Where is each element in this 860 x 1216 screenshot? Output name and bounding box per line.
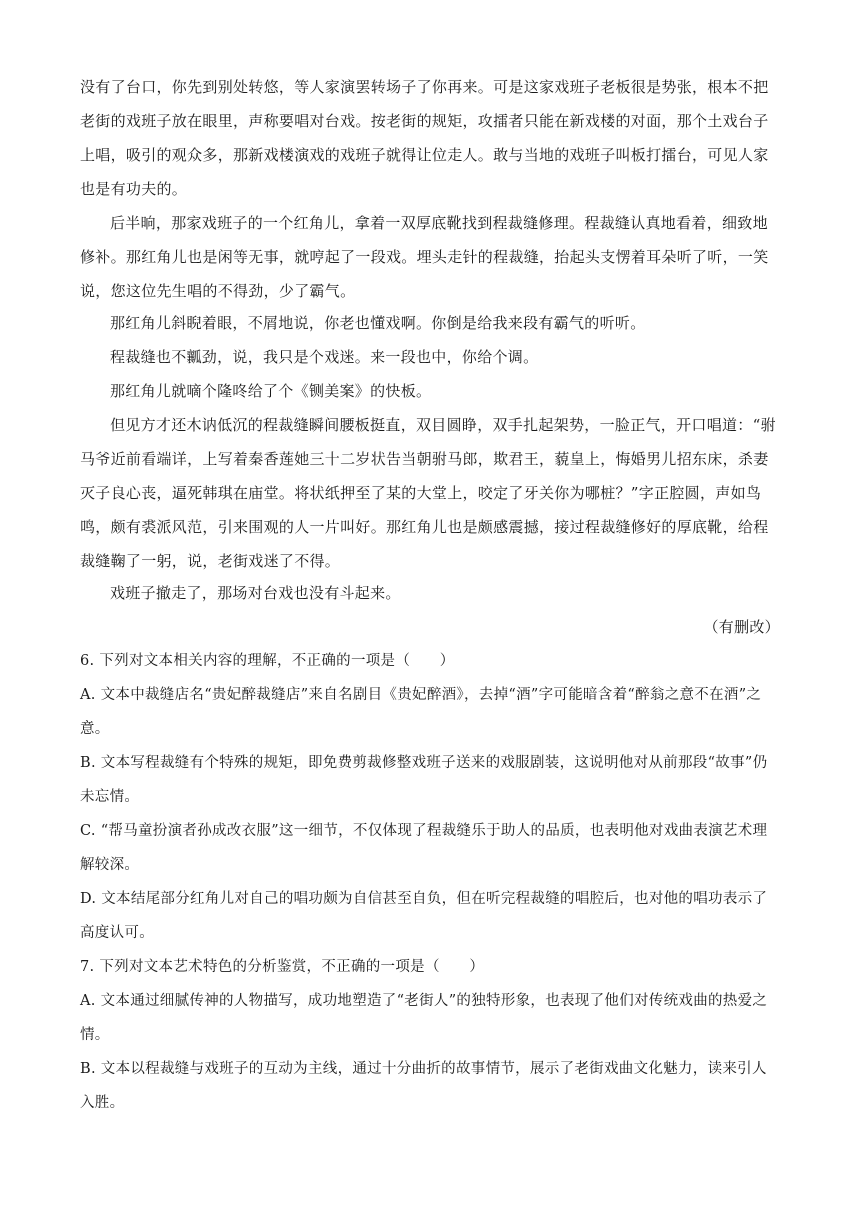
question-7-option-b: B. 文本以程裁缝与戏班子的互动为主线，通过十分曲折的故事情节，展示了老街戏曲文化魅力，读来引人入胜。 xyxy=(80,1061,767,1111)
question-6-option-c: C. “帮马童扮演者孙成改衣服”这一细节，不仅体现了程裁缝乐于助人的品质，也表明他对戏曲表演艺术理解较深。 xyxy=(80,823,768,873)
story-paragraph-3: 那红角儿斜睨着眼，不屑地说，你老也懂戏啊。你倒是给我来段有霸气的听听。 xyxy=(110,314,646,332)
story-paragraph-7: 戏班子撤走了，那场对台戏也没有斗起来。 xyxy=(110,584,401,602)
story-paragraph-2: 后半晌，那家戏班子的一个红角儿，拿着一双厚底靴找到程裁缝修理。程裁缝认真地看着，细致地修补。那红角儿也是闲等无事，就哼起了一段戏。埋头走针的程裁缝，抬起头支愣着耳朵听了听，一笑说，您这位先生唱的不得劲，少了霸气。 xyxy=(80,214,769,300)
question-6-option-a: A. 文本中裁缝店名“贵妃醉裁缝店”来自名剧目《贵妃醉酒》，去掉“酒”字可能暗含着“醉翁之意不在酒”之意。 xyxy=(80,687,762,737)
question-7-option-a: A. 文本通过细腻传神的人物描写，成功地塑造了“老街人”的独特形象，也表现了他们对传统戏曲的热爱之情。 xyxy=(80,993,768,1043)
question-6-option-d: D. 文本结尾部分红角儿对自己的唱功颇为自信甚至自负，但在听完程裁缝的唱腔后，也对他的唱功表示了高度认可。 xyxy=(80,891,768,941)
story-paragraph-5: 那红角儿就嘀个隆咚给了个《铡美案》的快板。 xyxy=(110,382,432,400)
question-7-stem: 7. 下列对文本艺术特色的分析鉴赏，不正确的一项是（ ） xyxy=(80,959,485,975)
question-6-stem: 6. 下列对文本相关内容的理解，不正确的一项是（ ） xyxy=(80,653,455,669)
story-paragraph-4: 程裁缝也不瓤劲，说，我只是个戏迷。来一段也中，你给个调。 xyxy=(110,348,539,366)
question-6-option-b: B. 文本写程裁缝有个特殊的规矩，即免费剪裁修整戏班子送来的戏服剧装，这说明他对从前那段“故事”仍未忘情。 xyxy=(80,755,768,805)
revision-note: （有删改） xyxy=(703,618,780,636)
story-paragraph-1: 没有了台口，你先到别处转悠，等人家演罢转场子了你再来。可是这家戏班子老板很是势张，根本不把老街的戏班子放在眼里，声称要唱对台戏。按老街的规矩，攻擂者只能在新戏楼的对面，那个土戏台子上唱，吸引的观众多，那新戏楼演戏的戏班子就得让位走人。敢与当地的戏班子叫板打擂台，可见人家也是有功夫的。 xyxy=(80,78,769,198)
story-paragraph-6: 但见方才还木讷低沉的程裁缝瞬间腰板挺直，双目圆睁，双手扎起架势，一脸正气，开口唱道：“驸马爷近前看端详，上写着秦香莲她三十二岁状告当朝驸马郎，欺君王，藐皇上，悔婚男儿招东床，杀妻灭子良心丧，逼死韩琪在庙堂。将状纸押至了某的大堂上，咬定了牙关你为哪桩？”字正腔圆，声如鸟鸣，颇有裘派风范，引来围观的人一片叫好。那红角儿也是颇感震撼，接过程裁缝修好的厚底靴，给程裁缝鞠了一躬，说，老街戏迷了不得。 xyxy=(80,416,776,570)
